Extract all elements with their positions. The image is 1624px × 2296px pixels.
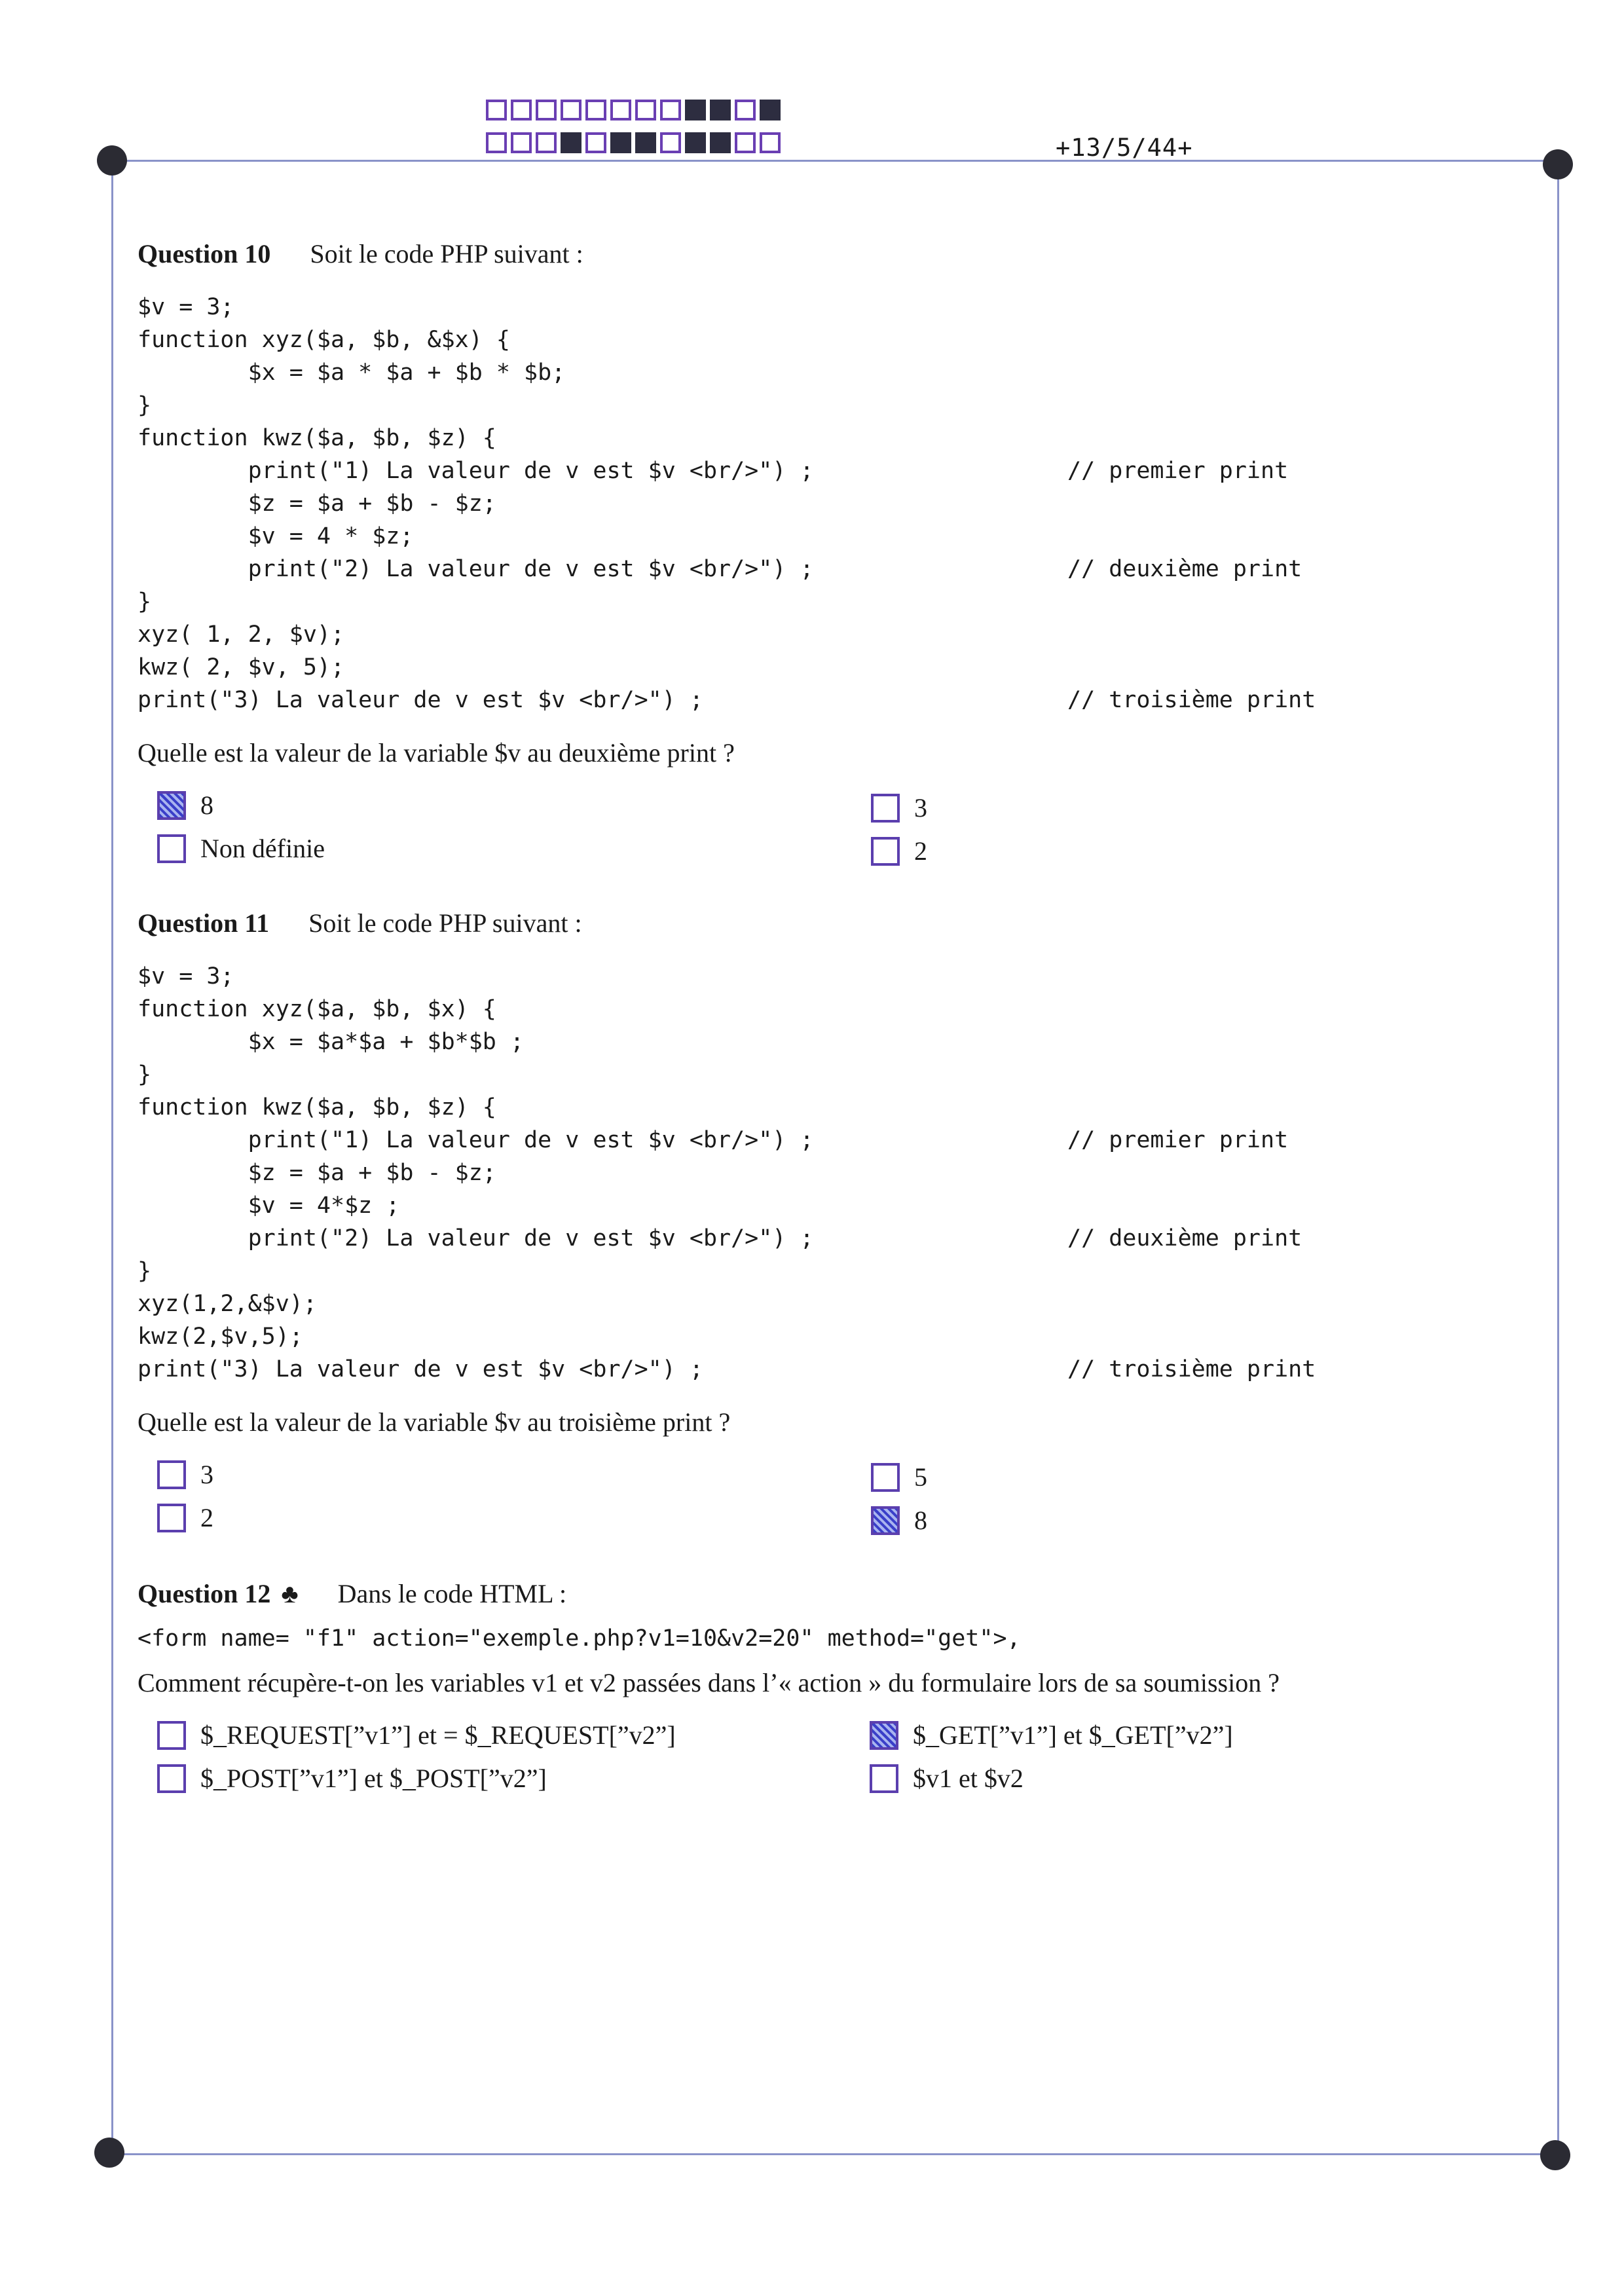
- code-block: [138, 291, 1526, 716]
- answer-list: [138, 1720, 1526, 1811]
- answer-label: 3: [200, 1460, 213, 1489]
- answer-option[interactable]: [157, 1502, 213, 1533]
- id-mark-cell-filled: [561, 132, 581, 153]
- code-line: [138, 1091, 1526, 1124]
- answer-label: 2: [914, 836, 927, 866]
- code-line: [138, 1222, 1526, 1255]
- code-comment: // deuxième print: [1067, 556, 1302, 582]
- code-line: [138, 1320, 1526, 1353]
- id-mark-row-1: [486, 100, 784, 120]
- id-mark-cell-filled: [610, 132, 631, 153]
- checkbox[interactable]: [871, 837, 900, 866]
- code-text: print("1) La valeur de v est $v <br/>") ;: [138, 1127, 814, 1153]
- answer-label: Non définie: [200, 834, 325, 863]
- id-mark-cell: [486, 132, 507, 153]
- answer-option[interactable]: [870, 1763, 1024, 1794]
- code-text: $z = $a + $b - $z;: [138, 491, 496, 517]
- question-header: [138, 236, 1526, 272]
- answer-option[interactable]: [157, 1720, 676, 1750]
- code-line: [138, 422, 1526, 454]
- code-line: [138, 324, 1526, 356]
- id-mark-cell: [486, 100, 507, 120]
- code-line: [138, 1058, 1526, 1091]
- question-title-text: Question 12: [138, 1579, 271, 1608]
- answer-option[interactable]: [870, 1720, 1233, 1750]
- corner-marker-top-right: [1543, 149, 1573, 179]
- id-mark-row-2: [486, 132, 784, 153]
- code-line: [138, 618, 1526, 651]
- multiple-answer-club-icon: ♣: [281, 1579, 299, 1608]
- question-intro: Soit le code PHP suivant :: [310, 239, 583, 268]
- answer-option[interactable]: [157, 833, 325, 864]
- code-text: $x = $a*$a + $b*$b ;: [138, 1029, 525, 1055]
- code-line: [138, 585, 1526, 618]
- id-mark-cell-filled: [685, 132, 706, 153]
- id-mark-cell: [585, 100, 606, 120]
- answer-option[interactable]: [871, 1505, 927, 1536]
- code-text: $v = 4 * $z;: [138, 523, 414, 549]
- id-mark-cell: [536, 132, 557, 153]
- answer-label: $_GET[”v1”] et $_GET[”v2”]: [913, 1720, 1233, 1750]
- frame-top-line: [113, 160, 1561, 162]
- checkbox[interactable]: [157, 1504, 186, 1532]
- id-mark-cell: [735, 100, 756, 120]
- question-title: Question 11: [138, 908, 270, 938]
- code-text: function kwz($a, $b, $z) {: [138, 1094, 496, 1120]
- id-mark-cell: [561, 100, 581, 120]
- code-text: print("3) La valeur de v est $v <br/>") ;: [138, 1356, 703, 1382]
- answer-option[interactable]: [871, 1462, 927, 1492]
- question-prompt: Quelle est la valeur de la variable $v au deuxième print ?: [138, 738, 735, 768]
- code-line: [138, 389, 1526, 422]
- code-text: }: [138, 1258, 152, 1284]
- id-mark-cell-filled: [710, 132, 731, 153]
- code-text: }: [138, 589, 152, 615]
- frame-left-line: [111, 160, 113, 2155]
- code-line: [138, 487, 1526, 520]
- checkbox[interactable]: [157, 834, 186, 863]
- question-header: [138, 905, 1526, 942]
- frame-bottom-line: [109, 2153, 1560, 2155]
- question-title: Question 10: [138, 239, 271, 268]
- checkbox[interactable]: [870, 1764, 898, 1793]
- id-mark-cell: [660, 100, 681, 120]
- code-text: xyz( 1, 2, $v);: [138, 621, 345, 648]
- answer-option[interactable]: [157, 790, 213, 821]
- id-mark-cell: [511, 132, 532, 153]
- code-text: $v = 4*$z ;: [138, 1193, 400, 1219]
- id-mark-cell-filled: [710, 100, 731, 120]
- code-line: [138, 553, 1526, 585]
- code-comment: // troisième print: [1067, 1356, 1316, 1382]
- id-mark-cell-filled: [760, 100, 781, 120]
- code-block: [138, 960, 1526, 1386]
- code-text: $v = 3;: [138, 294, 234, 320]
- code-line: [138, 1255, 1526, 1287]
- checkbox[interactable]: [871, 794, 900, 823]
- code-line: [138, 651, 1526, 684]
- code-text: print("2) La valeur de v est $v <br/>") ;: [138, 556, 814, 582]
- question-prompt: Quelle est la valeur de la variable $v au troisième print ?: [138, 1407, 731, 1437]
- checkbox-checked[interactable]: [871, 1506, 900, 1535]
- question-title: [138, 1579, 299, 1608]
- answer-list: [138, 790, 1526, 881]
- id-mark-cell: [511, 100, 532, 120]
- code-line: [138, 993, 1526, 1026]
- code-text: print("2) La valeur de v est $v <br/>") ;: [138, 1225, 814, 1251]
- code-line: [138, 1189, 1526, 1222]
- answer-label: 3: [914, 793, 927, 823]
- checkbox[interactable]: [157, 1721, 186, 1750]
- code-line: [138, 1124, 1526, 1157]
- corner-marker-bottom-left: [94, 2138, 124, 2168]
- code-line: [138, 454, 1526, 487]
- code-comment: // deuxième print: [1067, 1225, 1302, 1251]
- code-text: $v = 3;: [138, 963, 234, 990]
- answer-label: $_POST[”v1”] et $_POST[”v2”]: [200, 1764, 547, 1793]
- code-line: [138, 684, 1526, 716]
- checkbox-checked[interactable]: [870, 1721, 898, 1750]
- id-mark-cell: [735, 132, 756, 153]
- answer-list: [138, 1459, 1526, 1551]
- code-text: kwz( 2, $v, 5);: [138, 654, 345, 680]
- answer-option[interactable]: [871, 836, 927, 866]
- id-mark-cell: [585, 132, 606, 153]
- code-comment: // premier print: [1067, 458, 1289, 484]
- answer-label: $v1 et $v2: [913, 1764, 1024, 1793]
- answer-label: 2: [200, 1503, 213, 1532]
- answer-label: 8: [914, 1506, 927, 1535]
- checkbox[interactable]: [157, 1460, 186, 1489]
- id-mark-cell-filled: [635, 132, 656, 153]
- code-text: function xyz($a, $b, &$x) {: [138, 327, 510, 353]
- code-text: }: [138, 1062, 152, 1088]
- id-mark-cell: [536, 100, 557, 120]
- question-intro: Dans le code HTML :: [337, 1579, 567, 1608]
- id-mark-cell-filled: [685, 100, 706, 120]
- question-12: [138, 1576, 1526, 1811]
- answer-label: 5: [914, 1462, 927, 1492]
- form-code-line: <form name= "f1" action="exemple.php?v1=10&v2=20" method="get">,: [138, 1625, 1021, 1652]
- code-line: [138, 1353, 1526, 1386]
- answer-option[interactable]: [157, 1459, 213, 1490]
- code-text: print("3) La valeur de v est $v <br/>") ;: [138, 687, 703, 713]
- frame-right-line: [1557, 164, 1559, 2155]
- checkbox[interactable]: [157, 1764, 186, 1793]
- answer-label: $_REQUEST[”v1”] et = $_REQUEST[”v2”]: [200, 1720, 676, 1750]
- code-line: [138, 356, 1526, 389]
- code-comment: // troisième print: [1067, 687, 1316, 713]
- question-header: [138, 1576, 1526, 1612]
- answer-option[interactable]: [871, 792, 927, 823]
- checkbox[interactable]: [871, 1463, 900, 1492]
- code-line: [138, 1157, 1526, 1189]
- code-text: xyz(1,2,&$v);: [138, 1291, 317, 1317]
- code-text: }: [138, 392, 152, 418]
- question-intro: Soit le code PHP suivant :: [308, 908, 582, 938]
- page-id: +13/5/44+: [1056, 134, 1193, 162]
- code-comment: // premier print: [1067, 1127, 1289, 1153]
- code-text: $z = $a + $b - $z;: [138, 1160, 496, 1186]
- code-text: kwz(2,$v,5);: [138, 1324, 303, 1350]
- code-line: [138, 291, 1526, 324]
- code-line: [138, 1026, 1526, 1058]
- code-text: print("1) La valeur de v est $v <br/>") ;: [138, 458, 814, 484]
- code-line: [138, 520, 1526, 553]
- answer-label: 8: [200, 790, 213, 820]
- code-line: [138, 960, 1526, 993]
- checkbox-checked[interactable]: [157, 791, 186, 820]
- code-text: function kwz($a, $b, $z) {: [138, 425, 496, 451]
- id-mark-cell: [760, 132, 781, 153]
- code-text: $x = $a * $a + $b * $b;: [138, 360, 566, 386]
- code-line: [138, 1287, 1526, 1320]
- id-mark-cell: [610, 100, 631, 120]
- corner-marker-bottom-right: [1540, 2140, 1570, 2170]
- corner-marker-top-left: [97, 145, 127, 176]
- answer-option[interactable]: [157, 1763, 547, 1794]
- question-11: [138, 905, 1526, 1551]
- id-mark-cell: [635, 100, 656, 120]
- code-text: function xyz($a, $b, $x) {: [138, 996, 496, 1022]
- question-10: [138, 236, 1526, 881]
- question-prompt: Comment récupère-t-on les variables v1 et v2 passées dans l’« action » du formulaire lors de sa soumission ?: [138, 1668, 1280, 1697]
- id-mark-cell: [660, 132, 681, 153]
